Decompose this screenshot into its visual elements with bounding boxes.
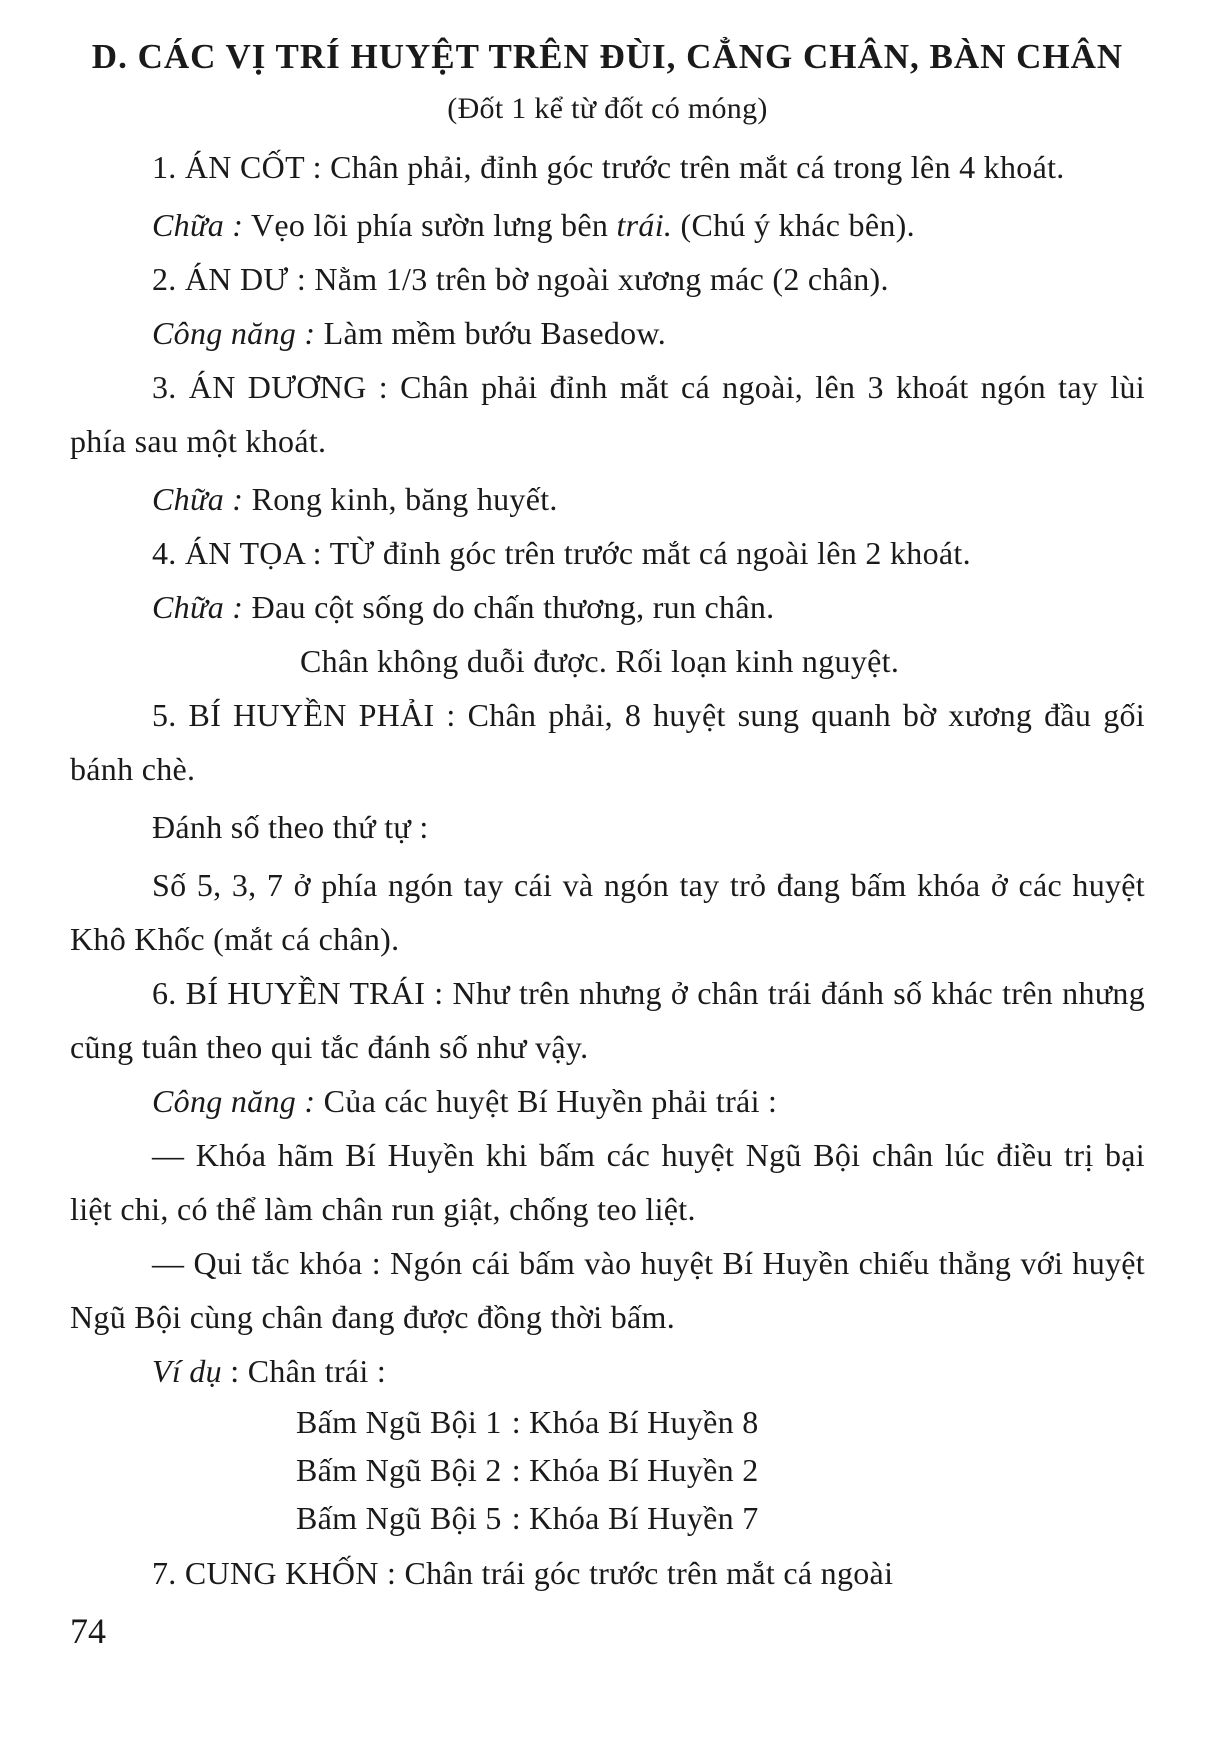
entry-an-cot-note bbox=[70, 198, 1145, 252]
note-emphasis: trái. bbox=[616, 207, 673, 243]
entry-an-duong bbox=[70, 360, 1145, 468]
entry-name: 1. ÁN CỐT : bbox=[152, 149, 322, 185]
entry-cung-khon bbox=[70, 1546, 1145, 1600]
entry-an-cot bbox=[70, 140, 1145, 194]
bullet-item: — Qui tắc khóa : Ngón cái bấm vào huyệt Bí Huyền chiếu thẳng với huyệt Ngũ Bội cùng chân đang được đồng thời bấm. bbox=[70, 1245, 1145, 1335]
document-page bbox=[70, 30, 1145, 1600]
example-line bbox=[70, 1344, 1145, 1398]
example-right: : Khóa Bí Huyền 2 bbox=[511, 1452, 759, 1488]
bullet-item: — Khóa hãm Bí Huyền khi bấm các huyệt Ngũ Bội chân lúc điều trị bại liệt chi, có thể làm chân run giật, chống teo liệt. bbox=[70, 1137, 1145, 1227]
entry-name: 4. ÁN TỌA : bbox=[152, 535, 322, 571]
note-text-end: (Chú ý khác bên). bbox=[680, 207, 915, 243]
entry-an-toa-note-cont: Chân không duỗi được. Rối loạn kinh nguyệt. bbox=[300, 643, 900, 679]
entry-text: Như trên nhưng ở chân trái đánh số khác trên nhưng cũng tuân theo qui tắc đánh số như vậy. bbox=[70, 975, 1145, 1065]
entry-bi-huyen-trai bbox=[70, 966, 1145, 1074]
entry-text: Chân phải, đỉnh góc trước trên mắt cá trong lên 4 khoát. bbox=[330, 149, 1065, 185]
numbering-title: Đánh số theo thứ tự : bbox=[152, 809, 429, 845]
example-right: : Khóa Bí Huyền 7 bbox=[511, 1500, 759, 1536]
entry-bi-huyen-phai bbox=[70, 688, 1145, 796]
entry-text: Chân phải, 8 huyệt sung quanh bờ xương đầu gối bánh chè. bbox=[70, 697, 1145, 787]
entry-text: Chân trái góc trước trên mắt cá ngoài bbox=[404, 1555, 894, 1591]
function-label: Công năng : bbox=[152, 1083, 316, 1119]
entry-an-du bbox=[70, 252, 1145, 306]
entry-name: 3. ÁN DƯƠNG : bbox=[152, 369, 388, 405]
numbering-text: Số 5, 3, 7 ở phía ngón tay cái và ngón tay trỏ đang bấm khóa ở các huyệt Khô Khốc (mắt cá chân). bbox=[70, 867, 1145, 957]
example-right: : Khóa Bí Huyền 8 bbox=[511, 1404, 759, 1440]
example-table bbox=[296, 1398, 769, 1542]
entry-name: 5. BÍ HUYỀN PHẢI : bbox=[152, 697, 456, 733]
function-text: Của các huyệt Bí Huyền phải trái : bbox=[323, 1083, 778, 1119]
example-left: Bấm Ngũ Bội 5 bbox=[296, 1500, 502, 1536]
entry-name: 2. ÁN DƯ : bbox=[152, 261, 307, 297]
note-label: Công năng : bbox=[152, 315, 316, 351]
section-title: D. CÁC VỊ TRÍ HUYỆT TRÊN ĐÙI, CẲNG CHÂN, BÀN CHÂN bbox=[91, 37, 1124, 76]
example-label: Ví dụ bbox=[152, 1353, 222, 1389]
function-line bbox=[70, 1074, 1145, 1128]
example-intro: : Chân trái : bbox=[230, 1353, 387, 1389]
entry-name: 6. BÍ HUYỀN TRÁI : bbox=[152, 975, 444, 1011]
example-row bbox=[296, 1446, 769, 1494]
note-text: Vẹo lõi phía sườn lưng bên bbox=[251, 207, 609, 243]
entry-text: TỪ đỉnh góc trên trước mắt cá ngoài lên 2 khoát. bbox=[329, 535, 971, 571]
entry-an-toa bbox=[70, 526, 1145, 580]
note-label: Chữa : bbox=[152, 481, 244, 517]
note-text: Làm mềm bướu Basedow. bbox=[323, 315, 667, 351]
page-number: 74 bbox=[70, 1611, 106, 1651]
section-subtitle: (Đốt 1 kể từ đốt có móng) bbox=[447, 92, 768, 125]
example-left: Bấm Ngũ Bội 2 bbox=[296, 1452, 502, 1488]
note-text: Rong kinh, băng huyết. bbox=[251, 481, 558, 517]
entry-an-toa-note bbox=[70, 580, 1145, 634]
entry-name: 7. CUNG KHỐN : bbox=[152, 1555, 397, 1591]
note-label: Chữa : bbox=[152, 207, 244, 243]
example-row bbox=[296, 1398, 769, 1446]
entry-an-duong-note bbox=[70, 472, 1145, 526]
entry-text: Nằm 1/3 trên bờ ngoài xương mác (2 chân). bbox=[314, 261, 889, 297]
note-label: Chữa : bbox=[152, 589, 244, 625]
example-row bbox=[296, 1494, 769, 1542]
note-text: Đau cột sống do chấn thương, run chân. bbox=[251, 589, 775, 625]
entry-text: Chân phải đỉnh mắt cá ngoài, lên 3 khoát ngón tay lùi phía sau một khoát. bbox=[70, 369, 1145, 459]
example-left: Bấm Ngũ Bội 1 bbox=[296, 1404, 502, 1440]
entry-an-du-note bbox=[70, 306, 1145, 360]
